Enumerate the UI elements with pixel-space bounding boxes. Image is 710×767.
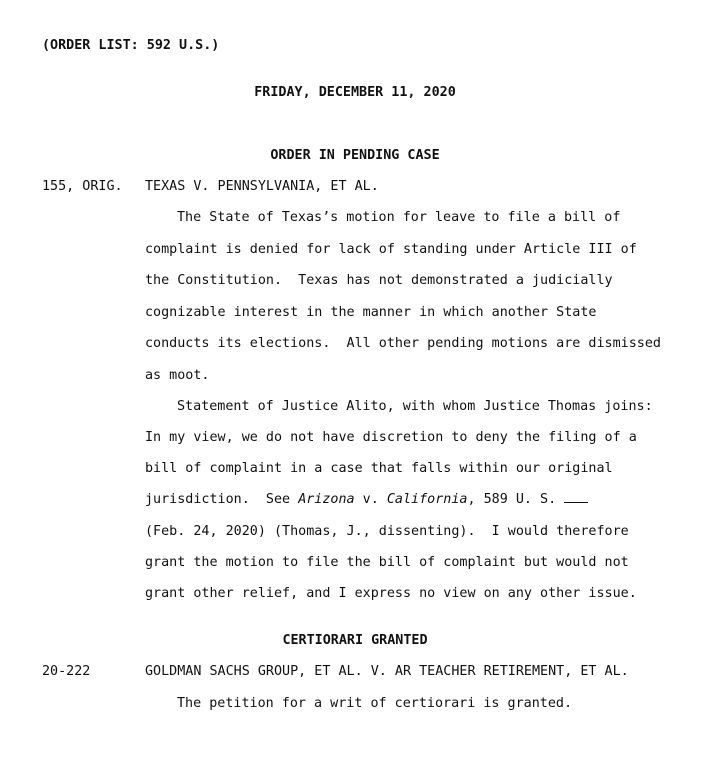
citation-case-a: Arizona [298, 492, 355, 507]
citation-post: , 589 U. S. [467, 492, 565, 507]
statement-text-line: grant other relief, and I express no view on any other issue. [145, 586, 637, 601]
order-text-line: complaint is denied for lack of standing under Article III of [145, 242, 637, 257]
order-date: FRIDAY, DECEMBER 11, 2020 [254, 85, 456, 100]
statement-text-line: In my view, we do not have discretion to deny the filing of a [145, 430, 637, 445]
order-text-line: The petition for a writ of certiorari is granted. [177, 696, 573, 711]
citation-pre: jurisdiction. See [145, 492, 299, 507]
citation-line [145, 491, 588, 509]
statement-text-line: (Feb. 24, 2020) (Thomas, J., dissenting). I would therefore [145, 524, 629, 539]
case-number: 155, ORIG. [42, 179, 123, 194]
order-text-line: The State of Texas’s motion for leave to file a bill of [177, 210, 621, 225]
citation-v: v. [354, 492, 387, 507]
citation-page-blank [564, 491, 588, 503]
section-heading-pending: ORDER IN PENDING CASE [270, 148, 440, 163]
order-text-line: conducts its elections. All other pending motions are dismissed [145, 336, 661, 351]
case-title: GOLDMAN SACHS GROUP, ET AL. V. AR TEACHER RETIREMENT, ET AL. [145, 664, 629, 679]
citation-case-b: California [386, 492, 468, 507]
case-title: TEXAS V. PENNSYLVANIA, ET AL. [145, 179, 379, 194]
statement-text-line: grant the motion to file the bill of complaint but would not [145, 555, 629, 570]
order-list-label: (ORDER LIST: 592 U.S.) [42, 38, 220, 53]
order-text-line: as moot. [145, 368, 210, 383]
statement-text-line: Statement of Justice Alito, with whom Justice Thomas joins: [177, 399, 653, 414]
case-number: 20-222 [42, 664, 91, 679]
statement-text-line: bill of complaint in a case that falls within our original [145, 461, 613, 476]
order-text-line: the Constitution. Texas has not demonstrated a judicially [145, 273, 613, 288]
order-text-line: cognizable interest in the manner in which another State [145, 305, 597, 320]
section-heading-certiorari: CERTIORARI GRANTED [282, 633, 428, 648]
